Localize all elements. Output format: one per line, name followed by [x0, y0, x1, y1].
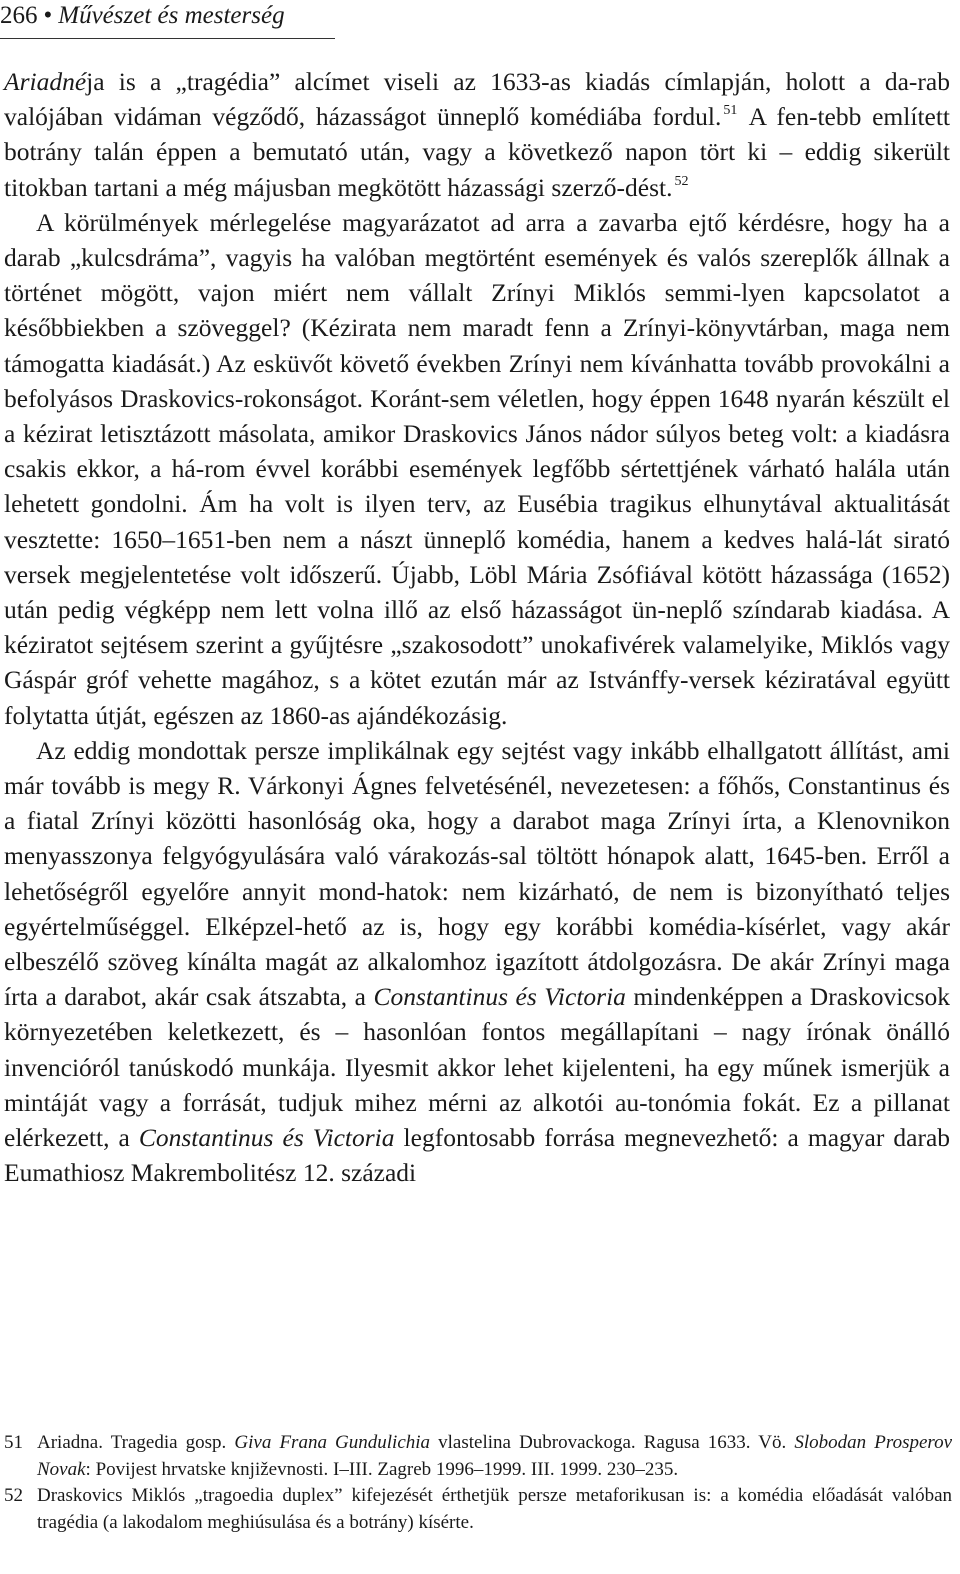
footnote-number: 51	[4, 1432, 23, 1453]
footnote-51-italic-author: Slobodan Prosperov Novak	[37, 1432, 953, 1480]
paragraph-1-text-b: A fen-tebb említett botrány talán éppen a bemutató után, vagy a következő napon tört ki – eddig sikerült titokban tartani a még májusban megkötött házassági szerző-dést.	[4, 102, 951, 202]
page-header	[0, 0, 335, 39]
italic-title-ariadne: Ariadné	[4, 67, 87, 96]
paragraph-3-text-a: Az eddig mondottak persze implikálnak egy sejtést vagy inkább elhallgatott állítást, ami már tovább is megy R. Várkonyi Ágnes felvetésénél, nevezetesen: a főhős, Constantinus és a fiatal Zrínyi közötti hasonlóság oka, hogy a darabot maga Zrínyi írta, a Klenovnikon menyasszonya felgyógyulására való várakozás-sal töltött hónapok alatt, 1645-ben. Erről a lehetőségről egyelőre annyit mond-hatok: nem kizárható, de nem is bizonyítható teljes egyértelműséggel. Elképzel-hető az is, hogy egy korábbi komédia-kísérlet, vagy akár elbeszélő szöveg kínálta magát az alkalomhoz igazított átdolgozásra. De akár Zrínyi maga írta a darabot, akár csak átszabta, a	[4, 735, 950, 1012]
footnote-text: Draskovics Miklós „tragoedia duplex” kifejezését érthetjük persze metaforikusan is: a komédia előadását valóban tragédia (a lakodalom meghiúsulása és a botrány) kísérte.	[37, 1485, 952, 1533]
footnote-51-text-a: Ariadna. Tragedia gosp.	[37, 1432, 227, 1453]
footnotes	[4, 1430, 952, 1536]
paragraph-3	[4, 733, 950, 1191]
paragraph-2-text: A körülmények mérlegelése magyarázatot ad arra a zavarba ejtő kérdésre, hogy ha a darab „kulcsdráma”, vagyis ha valóban megtörtént események és valós szereplők állnak a történet mögött, vajon miért nem vállalt Zrínyi Miklós semmi-lyen kapcsolatot a későbbiekben a szöveggel? (Kézirata nem maradt fenn a Zrínyi-könyvtárban, maga nem támogatta kiadását.) Az esküvőt követő években Zrínyi nem kívánhatta tovább provokálni a befolyásos Draskovics-rokonságot. Koránt-sem véletlen, hogy éppen 1648 nyarán készült el a kézirat letisztázott másolata, amikor Draskovics János nádor súlyos beteg volt: a kiadásra csakis ekkor, a há-rom évvel korábbi események legfőbb sértettjének várható halála után lehetett gondolni. Ám ha volt is ilyen terv, az Eusébia tragikus elhunytával aktualitását vesztette: 1650–1651-ben nem a nászt ünneplő komédia, hanem a kedves halá-lát sirató versek megjelentetése volt időszerű. Újabb, Löbl Mária Zsófiával kötött házassága (1652) után pedig végképp nem lett volna illő az első házasságot ün-neplő színdarab kiadása. A kéziratot sejtésem szerint a gyűjtésre „szakosodott” unokafivérek valamelyike, Miklós vagy Gáspár gróf vehette magához, s a kötet ezután már az Istvánffy-versek kéziratával együtt folytatta útját, egészen az 1860-as ajándékozásig.	[4, 207, 950, 730]
paragraph-3-text-c: legfontosabb forrása megnevezhető: a magyar darab Eumathiosz Makrembolitész 12. századi	[4, 1123, 951, 1188]
paragraph-2	[4, 205, 950, 733]
footnote-51-text-b: vlastelina Dubrovackoga. Ragusa 1633. Vö.	[438, 1432, 787, 1453]
footnote-number: 52	[4, 1485, 23, 1506]
footnote-51-italic-a: Giva Frana Gundulichia	[234, 1432, 431, 1453]
paragraph-1	[4, 64, 950, 205]
footnote-51-text-c: : Povijest hrvatske književnosti. I–III. Zagreb 1996–1999. III. 1999. 230–235.	[85, 1458, 679, 1480]
footnote-52	[4, 1483, 952, 1536]
footnote-51	[4, 1430, 952, 1483]
paragraph-3-text-b: mindenképpen a Draskovicsok környezetében keletkezett, és – hasonlóan fontos megállapítani – nagy írónak önálló invencióról tanúskodó munkája. Ilyesmit akkor lehet kijelenteni, ha egy műnek ismerjük a mintáját vagy a forrását, tudjuk mihez mérni az alkotói au-tonómia fokát. Ez a pillanat elérkezett, a	[4, 982, 951, 1153]
page-number: 266	[0, 2, 38, 29]
italic-title-constantinus-1: Constantinus és Victoria	[373, 982, 626, 1012]
running-title: Művészet és mesterség	[58, 2, 285, 29]
footnote-text	[37, 1430, 952, 1483]
bullet-separator: •	[43, 2, 53, 29]
paragraph-1-text-a: ja is a „tragédia” alcímet viseli az 1633-as kiadás címlapján, holott a da-rab valójában vidáman végződő, házasságot ünneplő komédiába fordul.	[4, 67, 950, 132]
footnote-ref-52[interactable]: 52	[674, 173, 689, 189]
italic-title-constantinus-2: Constantinus és Victoria	[138, 1123, 395, 1153]
main-text	[4, 64, 950, 1191]
footnote-ref-51[interactable]: 51	[723, 103, 738, 119]
